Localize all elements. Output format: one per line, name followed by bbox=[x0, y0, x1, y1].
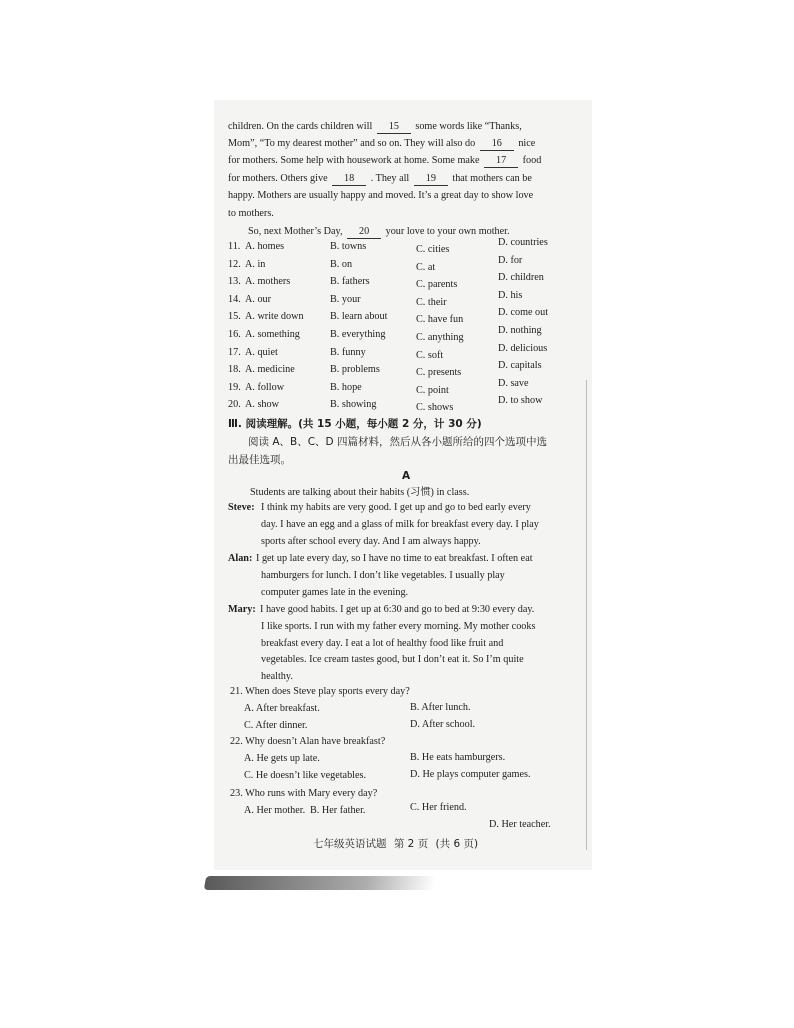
option-number: 13. bbox=[228, 276, 241, 288]
option-d: D. save bbox=[498, 377, 529, 389]
dialogue-line: day. I have an egg and a glass of milk for breakfast every day. I play bbox=[261, 518, 539, 530]
page-total: (共 6 页) bbox=[435, 838, 479, 850]
answer-a: A. He gets up late. bbox=[244, 753, 320, 764]
passage-line: children. On the cards children will 15 some words like “Thanks, bbox=[228, 121, 522, 132]
passage-intro: Students are talking about their habits (习惯) in class. bbox=[250, 487, 470, 498]
option-b: B. funny bbox=[330, 346, 366, 358]
section-heading: Ⅲ. 阅读理解。(共 15 小题，每小题 2 分，计 30 分) bbox=[228, 418, 482, 430]
question-stem: 22. Why doesn’t Alan have breakfast? bbox=[230, 736, 386, 747]
option-a: A. medicine bbox=[245, 364, 295, 376]
option-number: 17. bbox=[228, 346, 241, 358]
blank-18: 18 bbox=[332, 173, 366, 186]
option-c: C. parents bbox=[416, 279, 458, 291]
option-number: 16. bbox=[228, 329, 241, 340]
dialogue-line: hamburgers for lunch. I don’t like vegetables. I usually play bbox=[261, 569, 505, 581]
option-d: D. come out bbox=[498, 307, 549, 319]
option-number: 15. bbox=[228, 311, 241, 323]
answer-a: A. After breakfast. bbox=[244, 703, 320, 714]
option-b: B. everything bbox=[330, 329, 386, 340]
passage-line: to mothers. bbox=[228, 208, 274, 219]
option-c: C. soft bbox=[416, 349, 444, 361]
instructions: 阅读 A、B、C、D 四篇材料，然后从各小题所给的四个选项中选 bbox=[248, 436, 547, 448]
answer-b: B. He eats hamburgers. bbox=[410, 752, 506, 763]
option-d: D. countries bbox=[498, 237, 548, 248]
option-c: C. anything bbox=[416, 332, 464, 343]
answer-b: B. After lunch. bbox=[410, 702, 471, 713]
option-a: A. our bbox=[245, 293, 272, 305]
option-a: A. in bbox=[245, 258, 266, 270]
option-number: 12. bbox=[228, 258, 241, 270]
answer-a: A. Her mother. bbox=[244, 805, 306, 816]
option-b: B. your bbox=[330, 293, 361, 305]
speaker-label: Mary: bbox=[228, 604, 256, 615]
dialogue-line: I get up late every day, so I have no time to eat breakfast. I often eat bbox=[256, 553, 533, 564]
passage-line: Mom”, “To my dearest mother” and so on. They will also do 16 nice bbox=[228, 138, 536, 149]
option-number: 20. bbox=[228, 399, 241, 411]
margin-rule bbox=[586, 380, 587, 850]
blank-19: 19 bbox=[414, 173, 448, 186]
option-d: D. capitals bbox=[498, 360, 542, 372]
exam-title: 七年级英语试题 bbox=[313, 838, 387, 850]
option-b: B. on bbox=[330, 258, 353, 270]
option-number: 19. bbox=[228, 381, 241, 393]
option-a: A. follow bbox=[245, 381, 285, 393]
option-a: A. write down bbox=[245, 311, 304, 323]
option-d: D. to show bbox=[498, 395, 543, 407]
option-a: A. something bbox=[245, 329, 300, 340]
option-d: D. nothing bbox=[498, 325, 542, 336]
answer-d: D. He plays computer games. bbox=[410, 769, 531, 780]
option-c: C. cities bbox=[416, 244, 450, 255]
option-b: B. hope bbox=[330, 381, 362, 393]
option-a: A. mothers bbox=[245, 276, 291, 288]
option-a: A. quiet bbox=[245, 346, 278, 358]
option-a: A. homes bbox=[245, 241, 285, 252]
dialogue-line: breakfast every day. I eat a lot of healthy food like fruit and bbox=[261, 637, 504, 649]
option-c: C. have fun bbox=[416, 314, 464, 326]
option-d: D. children bbox=[498, 272, 544, 284]
option-b: B. learn about bbox=[330, 311, 388, 323]
option-number: 11. bbox=[228, 241, 241, 252]
option-c: C. their bbox=[416, 296, 447, 308]
dialogue-line: vegetables. Ice cream tastes good, but I don’t eat it. So I’m quite bbox=[261, 654, 524, 666]
dialogue-line: computer games late in the evening. bbox=[261, 586, 409, 598]
scan-shadow bbox=[204, 876, 436, 890]
answer-d: D. After school. bbox=[410, 719, 476, 730]
answer-c: C. Her friend. bbox=[410, 802, 467, 813]
passage-line: for mothers. Others give 18 . They all 19 that mothers can be bbox=[228, 173, 532, 184]
instructions: 出最佳选项。 bbox=[228, 454, 291, 466]
option-b: B. problems bbox=[330, 364, 380, 376]
option-a: A. show bbox=[245, 399, 279, 411]
page-footer bbox=[313, 836, 482, 851]
option-number: 18. bbox=[228, 364, 241, 376]
option-b: B. fathers bbox=[330, 276, 370, 288]
dialogue-line: healthy. bbox=[261, 671, 293, 683]
dialogue-line: I have good habits. I get up at 6:30 and go to bed at 9:30 every day. bbox=[260, 604, 535, 615]
answer-d: D. Her teacher. bbox=[489, 819, 551, 830]
blank-17: 17 bbox=[484, 155, 518, 168]
option-d: D. delicious bbox=[498, 342, 548, 354]
option-c: C. presents bbox=[416, 367, 462, 379]
page-number: 第 2 页 bbox=[393, 838, 429, 850]
question-stem: 23. Who runs with Mary every day? bbox=[230, 788, 378, 799]
dialogue-line: I think my habits are very good. I get up and go to bed early every bbox=[261, 502, 531, 513]
answer-b: B. Her father. bbox=[310, 805, 366, 816]
option-d: D. for bbox=[498, 254, 523, 266]
option-c: C. shows bbox=[416, 402, 454, 414]
question-stem: 21. When does Steve play sports every day? bbox=[230, 686, 410, 697]
blank-20: 20 bbox=[347, 226, 381, 239]
option-c: C. point bbox=[416, 384, 449, 396]
blank-15: 15 bbox=[377, 121, 411, 134]
dialogue-line: I like sports. I run with my father every morning. My mother cooks bbox=[261, 620, 536, 632]
option-b: B. showing bbox=[330, 399, 377, 411]
option-number: 14. bbox=[228, 293, 241, 305]
passage-line: So, next Mother’s Day, 20 your love to your own mother. bbox=[248, 226, 510, 237]
passage-line: happy. Mothers are usually happy and moved. It’s a great day to show love bbox=[228, 190, 534, 201]
dialogue-line: sports after school every day. And I am always happy. bbox=[261, 535, 481, 547]
answer-c: C. After dinner. bbox=[244, 720, 308, 731]
option-b: B. towns bbox=[330, 241, 367, 252]
option-c: C. at bbox=[416, 261, 436, 273]
blank-16: 16 bbox=[480, 138, 514, 151]
passage-line: for mothers. Some help with housework at home. Some make 17 food bbox=[228, 155, 542, 166]
answer-c: C. He doesn’t like vegetables. bbox=[244, 770, 367, 781]
passage-label: A bbox=[402, 470, 411, 482]
speaker-label: Alan: bbox=[228, 553, 253, 564]
option-d: D. his bbox=[498, 289, 523, 301]
speaker-label: Steve: bbox=[228, 502, 255, 513]
